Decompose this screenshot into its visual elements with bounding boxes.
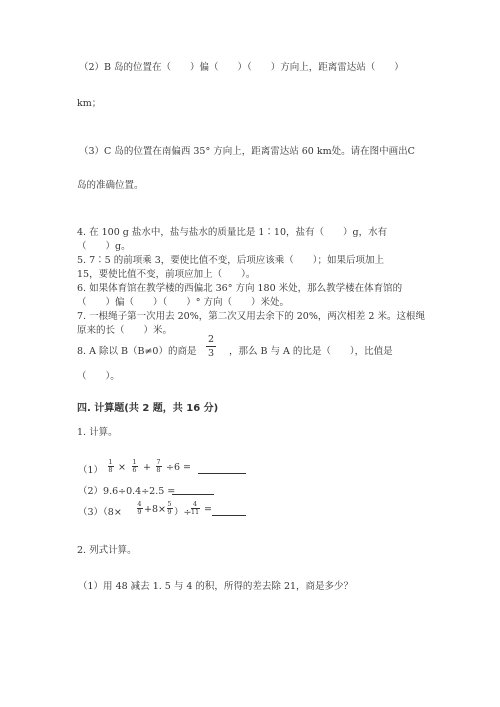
numerator: 7	[156, 458, 161, 466]
calc1-e1-answer-blank[interactable]	[198, 473, 246, 474]
denominator: 8	[156, 466, 161, 474]
calc1-e3-mid: +8×	[144, 504, 166, 515]
calc1-e1-fraction-3	[155, 459, 162, 474]
q8-line1-post: ，那么 B 与 A 的比是（ ），比值是	[229, 346, 393, 357]
calc1-e2: （2）9.6÷0.4÷2.5 =	[78, 486, 176, 497]
calc1-e1-tail: ÷6 =	[166, 462, 191, 473]
q2-unit: km；	[77, 98, 102, 109]
calc1-e3-equals: =	[204, 504, 212, 515]
denominator: 9	[167, 508, 172, 516]
calc1-e3-fraction-3	[190, 501, 200, 516]
calc1-e3-fraction-1	[136, 501, 143, 516]
calc1-e1-plus: +	[143, 462, 151, 473]
q6-line2: （ ）偏（ ）（ ）° 方向（ ）米处。	[77, 297, 290, 308]
denominator: 11	[190, 508, 200, 516]
calc1-e1-fraction-1	[107, 459, 114, 474]
denominator: 6	[132, 466, 137, 474]
calc1-e1-times: ×	[118, 462, 126, 473]
q8-line1-pre: 8. A 除以 B（B≠0）的商是	[77, 346, 197, 357]
numerator: 5	[167, 500, 172, 508]
q8-fraction	[205, 334, 217, 359]
calc1-label: 1. 计算。	[77, 427, 118, 438]
calc1-e3-fraction-2	[166, 501, 173, 516]
calc1-e1-prefix: （1）	[78, 465, 104, 476]
q5-line1: 5. 7∶5 的前项乘 3，要使比值不变，后项应该乘（ ）；如果后项加上	[77, 255, 385, 266]
calc2-label: 2. 列式计算。	[77, 545, 137, 556]
q7-line1: 7. 一根绳子第一次用去 20%，第二次又用去余下的 20%，两次相差 2 米。这根绳	[77, 311, 425, 322]
calc2-q1: （1）用 48 减去 1. 5 与 4 的积，所得的差去除 21，商是多少？	[78, 581, 354, 592]
calc1-e3-answer-blank[interactable]	[212, 515, 246, 516]
calc1-e3-close: ）÷	[174, 507, 192, 518]
q8-line2: （ ）。	[77, 371, 120, 382]
q4-line1: 4. 在 100 g 盐水中，盐与盐水的质量比是 1∶10，盐有（ ）g，水有	[77, 227, 388, 238]
q8-fraction-denominator: 3	[207, 348, 215, 359]
numerator: 4	[137, 500, 142, 508]
q3-line1: （3）C 岛的位置在南偏西 35° 方向上，距离雷达站 60 km处。请在图中画出C	[79, 146, 415, 157]
q3-line2: 岛的准确位置。	[77, 180, 144, 191]
q8-fraction-numerator: 2	[207, 334, 215, 345]
calc1-e2-answer-blank[interactable]	[172, 494, 214, 495]
denominator: 9	[137, 508, 142, 516]
fraction-bar	[206, 346, 216, 347]
q5-line2: 15，要使比值不变，前项应加上（ ）。	[77, 269, 256, 280]
numerator: 1	[108, 458, 113, 466]
section-title: 四. 计算题(共 2 题，共 16 分)	[77, 403, 219, 414]
q4-line2: （ ）g。	[77, 241, 131, 252]
numerator: 1	[132, 458, 137, 466]
calc1-e3-prefix: （3）（8×	[78, 507, 122, 518]
q7-line2: 原来的长（ ）米。	[77, 325, 173, 336]
calc1-e1-fraction-2	[131, 459, 138, 474]
denominator: 8	[108, 466, 113, 474]
q6-line1: 6. 如果体育馆在教学楼的西偏北 36° 方向 180 米处，那么教学楼在体育馆的	[77, 283, 403, 294]
q2-line: （2）B 岛的位置在（ ）偏（ ）（ ）方向上，距离雷达站（ ）	[79, 62, 404, 73]
numerator: 4	[192, 500, 198, 508]
